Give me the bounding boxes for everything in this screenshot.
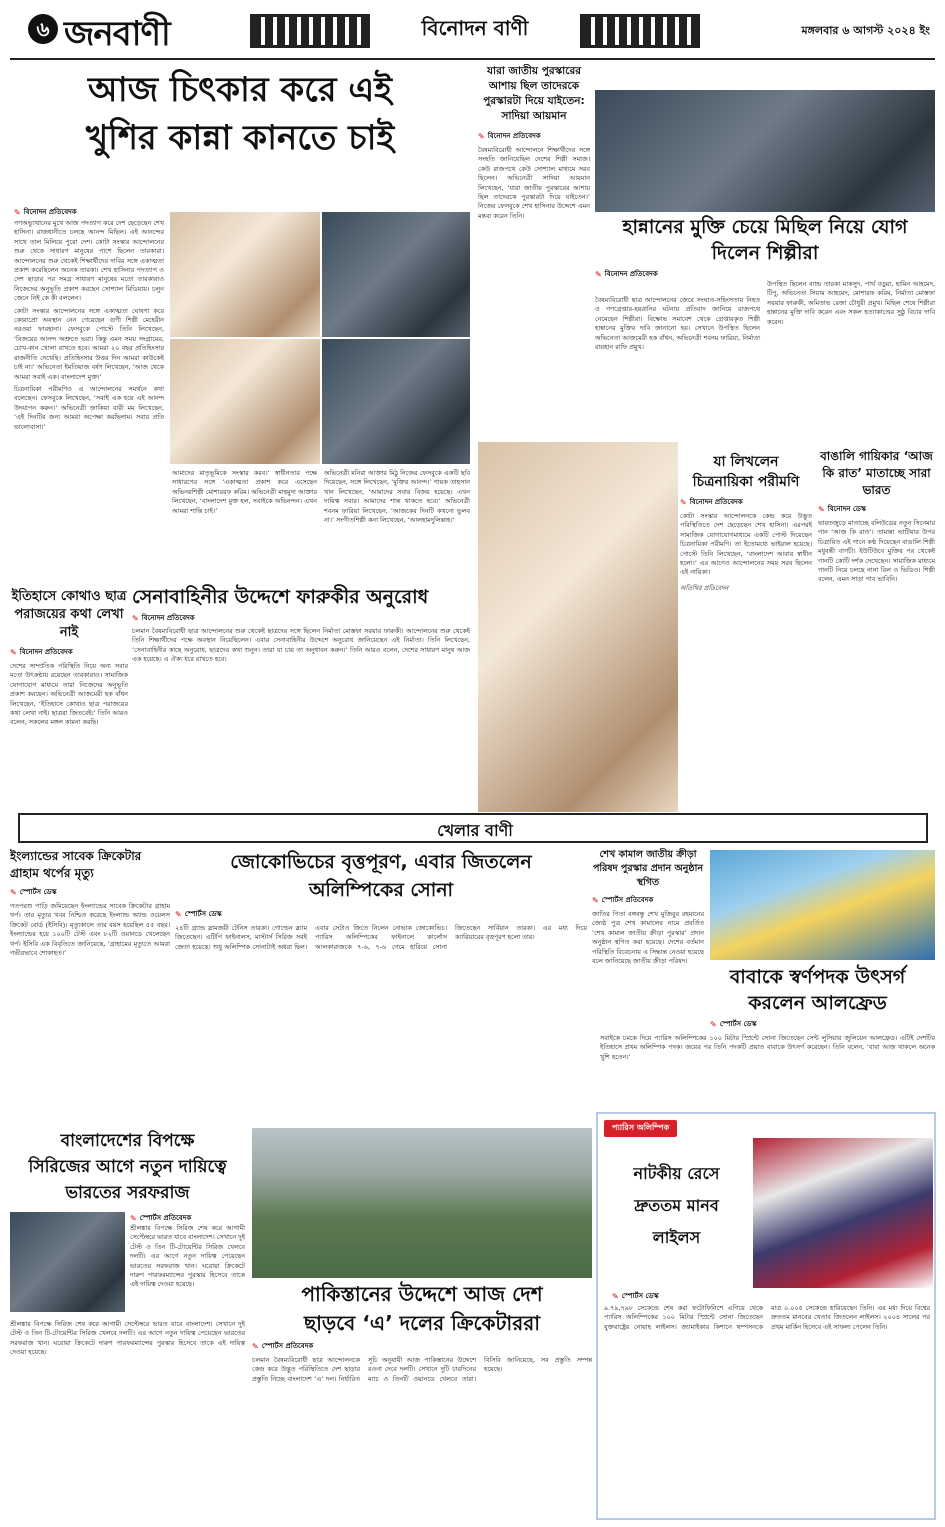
lead-body-right: অভিনেত্রী মনিরা আক্তার মিঠু নিজের ফেসবুকে একটি ছবি দিয়েছেন, সঙ্গে লিখেছেন, ‘মুক্তির আনন্দ।’ গায়ক তাহসান খান লিখেছেন, ‘আমাদের সবার বিজয় হয়েছে। এখন দায়িত্ব সবার। আমাদের শান্ত থাকতে হবে।’ অভিনেত্রী শবনম ফারিয়া লিখেছেন, ‘আজকের দিনটি কখনো ভুলব না।’ সংগীতশিল্পী কনা লিখেছেন, ‘আলহামদুলিল্লাহ।’ [324, 469, 470, 525]
portrait-actress-2 [322, 339, 470, 464]
lyles-box [596, 1112, 936, 1520]
film-strip-left [250, 14, 370, 48]
alfred-headline: বাবাকে স্বর্ণপদক উৎসর্গ করলেন আলফ্রেড [729, 966, 906, 1014]
sports-section-title: খেলার বাণী [437, 821, 513, 840]
portrait-actor-2 [322, 212, 470, 337]
hannan-body-2: উপস্থিত ছিলেন ব্যান্ড তারকা মাকসুদ, পার্থ বড়ুয়া, হামিন আহমেদ, টিপু, অভিনেতা সিয়াম আহমেদ, মোশারফ করিম, নির্মাতা মোস্তফা সরয়ার ফারুকী, অমিতাভ রেজা চৌধুরী প্রমুখ। মিছিল শেষে শিল্পীরা হান্নানের মুক্তি দাবি করেন এবং সকল হত্যাকাণ্ডের সুষ্ঠু বিচার দাবি করেন। [767, 280, 935, 326]
history-story [10, 588, 128, 810]
faruki-byline: ✎ বিনোদন প্রতিবেদক [132, 613, 195, 623]
logo [64, 8, 170, 60]
pen-icon: ✎ [680, 497, 687, 507]
lead-body-mid: আমাদের মাতৃভূমিকে সংস্কার করব।’ স্বাধীনতার পক্ষে সাধারণের সঙ্গে ‘একাত্মতা প্রকাশ করে এসেছেন অভিনয়শিল্পী মোশাররফ করিম। অভিনেত্রী মাহমুদা আক্তার লিখেছেন, ‘বাংলাদেশ মুক্ত হল, সবাইকে অভিনন্দন। এখন আমরা শান্তি চাই।’ [172, 469, 317, 515]
lyles-photo [753, 1138, 933, 1288]
lead-story [10, 64, 470, 584]
aaj-ki-raat-headline: বাঙালি গায়িকার ‘আজ কি রাত’ মাতাচ্ছে সারা ভারত [820, 449, 933, 497]
sadia-headline: যারা জাতীয় পুরস্কারের আশায় ছিল তাদেরকে পুরস্কারটা দিয়ে যাইতেন: সাদিয়া আয়মান [483, 65, 585, 122]
portrait-actress-1 [170, 339, 320, 464]
aaj-ki-raat-byline: ✎ বিনোদন ডেস্ক [818, 504, 866, 514]
lyles-headline: নাটকীয় রেসে দ্রুততম মানব লাইলস [633, 1164, 720, 1247]
pen-icon: ✎ [818, 504, 825, 514]
sheikh-kamal-body: জাতির পিতা বঙ্গবন্ধু শেখ মুজিবুর রহমানের জ্যেষ্ঠ পুত্র শেখ কামালের নামে প্রবর্তিত ‘শেখ কামাল জাতীয় ক্রীড়া পুরস্কার’ প্রদান অনুষ্ঠান স্থগিত করা হয়েছে। দেশের বর্তমান পরিস্থিতি বিবেচনায় এ সিদ্ধান্ত নেওয়া হয়েছে বলে জানিয়েছে জাতীয় ক্রীড়া পরিষদ। [592, 910, 704, 966]
sarfaraz-headline: বাংলাদেশের বিপক্ষে সিরিজের আগে নতুন দায়িত্বে ভারতের সরফরাজ [28, 1131, 227, 1203]
logo-text: জনবাণী [64, 14, 170, 54]
hannan-story [595, 214, 935, 444]
sheikh-kamal-headline: শেখ কামাল জাতীয় ক্রীড়া পরিষদ পুরস্কার প্রদান অনুষ্ঠান স্থগিত [592, 849, 704, 888]
alfred-photo [710, 850, 935, 960]
sheikh-kamal-byline: ✎ স্পোর্টস প্রতিবেদক [592, 895, 654, 905]
pen-icon: ✎ [175, 909, 182, 919]
pori-body: কোটা সংস্কার আন্দোলনকে কেন্দ্র করে উদ্ভূত পরিস্থিতিতে দেশ ছেড়েছেন শেখ হাসিনা। এরপরই সামাজিক যোগাযোগমাধ্যমে একটি পোস্ট দিয়েছেন চিত্রনায়িকা পরীমণি। তা ইতোমধ্যে ভাইরাল হয়েছে। পোস্টে তিনি লিখেছেন, ‘বাংলাদেশ আবার স্বাধীন হলো।’ এর আগেও আন্দোলনের সময় সরব ছিলেন এই নায়িকা। [680, 512, 812, 577]
pori-story [680, 452, 812, 812]
pakistan-headline: পাকিস্তানের উদ্দেশে আজ দেশ ছাড়বে ‘এ’ দলের ক্রিকেটাররা [301, 1282, 543, 1335]
protest-photo [595, 90, 935, 212]
history-byline: ✎ বিনোদন প্রতিবেদক [10, 647, 73, 657]
pen-icon: ✎ [612, 1291, 619, 1301]
pen-icon: ✎ [252, 1341, 259, 1351]
pakistan-body: চলমান বৈষম্যবিরোধী ছাত্র আন্দোলনকে কেন্দ্র করে উদ্ভূত পরিস্থিতিতে দেশ ছাড়ার প্রস্তুতি নিচ্ছে বাংলাদেশ ‘এ’ দল। নির্ধারিত সূচি অনুযায়ী আজ পাকিস্তানের উদ্দেশে রওনা দেবে দলটি। সেখানে দুটি চারদিনের ম্যাচ ও তিনটি ওয়ানডে খেলবে তারা। বিসিবি জানিয়েছে, সব প্রস্তুতি সম্পন্ন হয়েছে। [252, 1356, 592, 1383]
sarfaraz-story [10, 1128, 245, 1520]
pori-byline: ✎ বিনোদন প্রতিবেদক [680, 497, 743, 507]
faruki-story [132, 584, 470, 810]
faruki-body: চলমান বৈষম্যবিরোধী ছাত্র আন্দোলনের শুরু থেকেই ছাত্রদের সঙ্গে ছিলেন নির্মাতা মোস্তফা সরয়ার ফারুকী। আন্দোলনের শুরু থেকেই তিনি শিক্ষার্থীদের পক্ষে অবস্থান নিয়েছিলেন। এবার সেনাবাহিনীর উদ্দেশে অনুরোধ জানিয়েছেন এই নির্মাতা। তিনি লিখেছেন, ‘সেনাবাহিনীর কাছে অনুরোধ, ছাত্রদের কথা শুনুন। তারা যা চায় তা অনুধাবন করুন।’ তিনি আরও বলেন, দেশের সাধারণ মানুষ আজ এক হয়েছে। এ ঐক্য ধরে রাখতে হবে। [132, 627, 470, 664]
sarfaraz-byline: ✎ স্পোর্টস প্রতিবেদক [130, 1213, 192, 1223]
pen-icon: ✎ [10, 887, 17, 897]
section-title: বিনোদন বাণী [421, 16, 529, 40]
pen-icon: ✎ [478, 131, 485, 141]
sadia-body: বৈষম্যবিরোধী আন্দোলনে শিক্ষার্থীদের সঙ্গে সংহতি জানিয়েছিল দেশের শিল্পী সমাজ। কেউ রাজপথে কেউ সোশ্যাল মাধ্যমে সরব ছিলেন। অভিনেত্রী সাদিয়া আয়মান লিখেছেন, ‘যারা জাতীয় পুরস্কারের আশায় ছিল তাদেরকে পুরস্কারটা দিয়ে যাইতেন।’ নিজের ফেসবুকে শেখ হাসিনার উদ্দেশে এমন মন্তব্য করেন তিনি। [478, 146, 590, 220]
alfred-byline: ✎ স্পোর্টস ডেস্ক [710, 1019, 757, 1029]
pori-headline: যা লিখলেন চিত্রনায়িকা পরীমণি [692, 454, 800, 490]
lead-headline: আজ চিৎকার করে এই খুশির কান্না কানতে চাই [85, 70, 395, 158]
masthead [0, 0, 945, 60]
pen-icon: ✎ [132, 613, 139, 623]
film-strip-right [580, 14, 700, 48]
hannan-body: বৈষম্যবিরোধী ছাত্র আন্দোলনের জেরে সংঘাত-সহিংসতায় নিহত ও গণগ্রেপ্তার-হয়রানির ঘটনায় প্রতিবাদ জানিয়ে রাজপথে নেমেছেন শিল্পীরা। বিক্ষোভ সমাবেশ থেকে গ্রেপ্তারকৃত শিল্পী হান্নানের মুক্তির দাবি জানানো হয়। সেখানে উপস্থিত ছিলেন অভিনেতা আজমেরী হক বাঁধন, অভিনেত্রী শবনম ফারিয়া, নির্মাতা রায়হান রাফি প্রমুখ। [595, 296, 760, 352]
pori-credit: অতিথির প্রতিবেদন [680, 583, 729, 592]
lead-body-left: গণঅভ্যুত্থানের মুখে আজ পদত্যাগ করে দেশ ছেড়েছেন শেখ হাসিনা। রাজধানীতে চলছে আনন্দ মিছিল। এই আনন্দের সাথে তাল মিলিয়ে পুরো দেশ। কোটা সংস্কার আন্দোলনের শুরু থেকে সাধারণ মানুষের পাশে ছিলেন তারকারা। আন্দোলনের শুরু থেকেই শিক্ষার্থীদের দাবির সঙ্গে একাত্মতা প্রকাশ করেছিলেন অনেক তারকা। শেখ হাসিনার পদত্যাগ ও দেশ ছাড়ার পর সমগ্র সাধারণ মানুষের মতো তারকারাও নিজেদের অনুভূতি প্রকাশ করছেন সোশ্যাল মিডিয়ায়। চলুন জেনে নিই কে কী বললেন। কোটা সংস্কার আন্দোলনের সঙ্গে একাত্মতা ঘোষণা করে কোরাপ্রো অবস্থান নেন গেয়েছেন গুণী শিল্পী মেহেরীন নরওয়া ফারহানা। ফেসবুকে পোস্টে তিনি লিখেছেন, ‘বিজয়ের আনন্দ অশ্রুতে ভরা। কিন্তু এমন সময় সংগ্রামের, চোখ-কান খোলা রাখতে হবে। আমরা ২০ বছর প্রতিহিংসার রাজনীতি দেখেছি। প্রতিহিংসার উত্তর দিন আমরা কাউকেই চাই না।’ অভিনেতা ইমতিয়াজ বর্ষণ লিখেছেন, ‘আজ থেকে আমরা সবাই এক। বাংলাদেশ মুক্ত।’ চিত্রনায়িকা পরীমণিও এ আন্দোলনের সমর্থনে কথা বলেছেন। ফেসবুকে লিখেছেন, ‘সবাই এক হয়ে এই আনন্দ উদযাপন করুন।’ অভিনেত্রী জাকিয়া বারী মম লিখেছেন, ‘এই দিনটির জন্য আমরা অপেক্ষা করছিলাম। সবার প্রতি ভালোবাসা।’ [14, 219, 164, 431]
history-body: দেশের সাম্প্রতিক পরিস্থিতি নিয়ে অন্য সবার মতো উৎকণ্ঠায় রয়েছেন তারকারাও। সামাজিক যোগাযোগ মাধ্যমে তারা নিজেদের অনুভূতি প্রকাশ করছেন। অভিনেত্রী আজমেরী হক বাঁধন লিখেছেন, ‘ইতিহাসে কোথাও ছাত্র পরাজয়ের কথা লেখা নাই। ছাত্ররা জিতবেই।’ তিনি আরও বলেন, সকলের মঙ্গল কামনা করছি। [10, 662, 128, 727]
portrait-actor-1 [170, 212, 320, 337]
pen-icon: ✎ [710, 1019, 717, 1029]
aaj-ki-raat-story [818, 448, 935, 812]
pen-icon: ✎ [592, 895, 599, 905]
hannan-headline: হান্নানের মুক্তি চেয়ে মিছিল নিয়ে যোগ দিলেন শিল্পীরা [622, 216, 908, 264]
sadia-byline: ✎ বিনোদন প্রতিবেদক [478, 131, 541, 141]
sarfaraz-body-right: শ্রীলঙ্কার বিপক্ষে সিরিজ শেষ করে আগামী সেপ্টেম্বরে ভারত যাবে বাংলাদেশ। সেখানে দুই টেস্ট ও তিন টি-টোয়েন্টির সিরিজ খেলবে দলটি। এর আগে নতুন দায়িত্ব পেয়েছেন ভারতের সরফরাজ খান। ঘরোয়া ক্রিকেটে দারুণ পারফরম্যান্সের পুরস্কার হিসেবে তাকে এই দায়িত্ব দেওয়া হয়েছে। [130, 1224, 245, 1289]
thorpe-headline: ইংল্যান্ডের সাবেক ক্রিকেটার গ্রাহাম থর্পের মৃত্যু [10, 849, 142, 880]
djokovic-headline: জোকোভিচের বৃত্তপূরণ, এবার জিতলেন অলিম্পিকের সোনা [230, 851, 532, 901]
sarfaraz-photo [10, 1212, 125, 1312]
pen-icon: ✎ [10, 647, 17, 657]
sports-banner [18, 813, 928, 843]
djokovic-body: ২৪টি গ্র্যান্ড স্লামজয়ী টেনিস তারকা। গোল্ডেন স্ল্যাম জিতেছেন। এটিপি ফাইনালস, মাস্টার্স সিরিজ সবই জেতা হয়েছে। শুধু অলিম্পিক সোনাটাই অধরা ছিল। এবার সেটাও জিতে নিলেন নোভাক জোকোভিচ। প্যারিস অলিম্পিকের ফাইনালে কার্লোস আলকারাজকে ৭-৬, ৭-৬ গেমে হারিয়ে সোনা জিতেছেন সার্বিয়ান তারকা। এর মধ্য দিয়ে ক্যারিয়ারের বৃত্তপূরণ হলো তার। [175, 924, 587, 951]
pen-icon: ✎ [595, 269, 602, 279]
alfred-body: সবাইকে চমকে দিয়ে প্যারিস অলিম্পিকের ১০০ মিটার স্প্রিন্টে সোনা জিতেছেন সেন্ট লুসিয়ার জুলিয়েন আলফ্রেড। এটিই দেশটির ইতিহাসে প্রথম অলিম্পিক পদক। জয়ের পর তিনি পদকটি প্রয়াত বাবাকে উৎসর্গ করেছেন। তিনি বলেন, ‘বাবা আজ থাকলে অনেক খুশি হতেন।’ [600, 1034, 935, 1061]
faruki-headline: সেনাবাহিনীর উদ্দেশে ফারুকীর অনুরোধ [132, 586, 429, 608]
paris-olympic-tag: প্যারিস অলিম্পিক [604, 1120, 677, 1137]
hannan-byline: ✎ বিনোদন প্রতিবেদক [595, 269, 658, 279]
pakistan-byline: ✎ স্পোর্টস প্রতিবেদক [252, 1341, 314, 1351]
pakistan-story [252, 1280, 592, 1520]
page-number: ৬ [36, 17, 50, 41]
djokovic-byline: ✎ স্পোর্টস ডেস্ক [175, 909, 222, 919]
sarfaraz-body: শ্রীলঙ্কার বিপক্ষে সিরিজ শেষ করে আগামী সেপ্টেম্বরে ভারত যাবে বাংলাদেশ। সেখানে দুই টেস্ট ও তিন টি-টোয়েন্টির সিরিজ খেলবে দলটি। এর আগে নতুন দায়িত্ব পেয়েছেন ভারতের সরফরাজ খান। ঘরোয়া ক্রিকেটে দারুণ পারফরম্যান্সের পুরস্কার হিসেবে তাকে এই দায়িত্ব দেওয়া হয়েছে। [10, 1320, 245, 1357]
page-number-badge [28, 14, 58, 44]
thorpe-byline: ✎ স্পোর্টস ডেস্ক [10, 887, 57, 897]
thorpe-story [10, 848, 170, 1126]
alfred-story [600, 964, 935, 1108]
pen-icon: ✎ [14, 207, 21, 217]
cricket-photo [252, 1128, 592, 1278]
pen-icon: ✎ [130, 1213, 137, 1223]
thorpe-body: গতপরশু পাড়ি জমিয়েছেন ইংল্যান্ডের সাবেক ক্রিকেটার গ্রাহাম থর্প। তার মৃত্যুর খবর নিশ্চিত করেছে ইংল্যান্ড অ্যান্ড ওয়েলস ক্রিকেট বোর্ড (ইসিবি)। মৃত্যুকালে তার বয়স হয়েছিল ৫৫ বছর। ইংল্যান্ডের হয়ে ১০০টি টেস্ট এবং ৮২টি ওয়ানডে খেলেছেন থর্প। ইসিবি এক বিবৃতিতে জানিয়েছে, ‘গ্রাহামের মৃত্যুতে আমরা গভীরভাবে শোকাহত।’ [10, 902, 170, 958]
lead-byline: ✎ বিনোদন প্রতিবেদক [14, 207, 77, 217]
sadia-story [478, 64, 590, 440]
aaj-ki-raat-body: ভারতজুড়ে মাতাচ্ছে বলিউডের নতুন সিনেমার গান ‘আজ কি রাত’। তামান্না ভাটিয়ার উপর চিত্রায়িত এই গানে কণ্ঠ দিয়েছেন বাঙালি শিল্পী মধুবন্তী বাগচী। ইউটিউবে মুক্তির পর থেকেই গানটি কোটি দর্শক দেখেছেন। সামাজিক মাধ্যমে গানটি নিয়ে চলছে নানা রিল ও ভিডিও। শিল্পী বলেন, এমন সাড়া পাব ভাবিনি। [818, 519, 935, 584]
djokovic-story [175, 848, 587, 1126]
pori-moni-photo [478, 442, 678, 812]
lyles-byline: ✎ স্পোর্টস ডেস্ক [612, 1291, 659, 1301]
history-headline: ইতিহাসে কোথাও ছাত্র পরাজয়ের কথা লেখা নাই [11, 589, 127, 640]
lyles-body: ৯.৭৯,৭৯৮ সেকেন্ডে শেষ করা ফটোফিনিশে এগিয়ে থেকে প্যারিস অলিম্পিকের ১০০ মিটার স্প্রিন্টে সোনা জিতেছেন যুক্তরাষ্ট্রের নোয়াহ লাইলস। জ্যামাইকার কিশানে থম্পসনকে মাত্র ০.০০৫ সেকেন্ডে হারিয়েছেন তিনি। এর মধ্য দিয়ে বিশ্বের দ্রুততম মানবের খেতাব জিতলেন লাইলস। ২০০৪ সালের পর প্রথম মার্কিন হিসেবে এই সাফল্য পেলেন তিনি। [604, 1304, 930, 1331]
issue-date: মঙ্গলবার ৬ আগস্ট ২০২৪ ইং [801, 24, 930, 37]
